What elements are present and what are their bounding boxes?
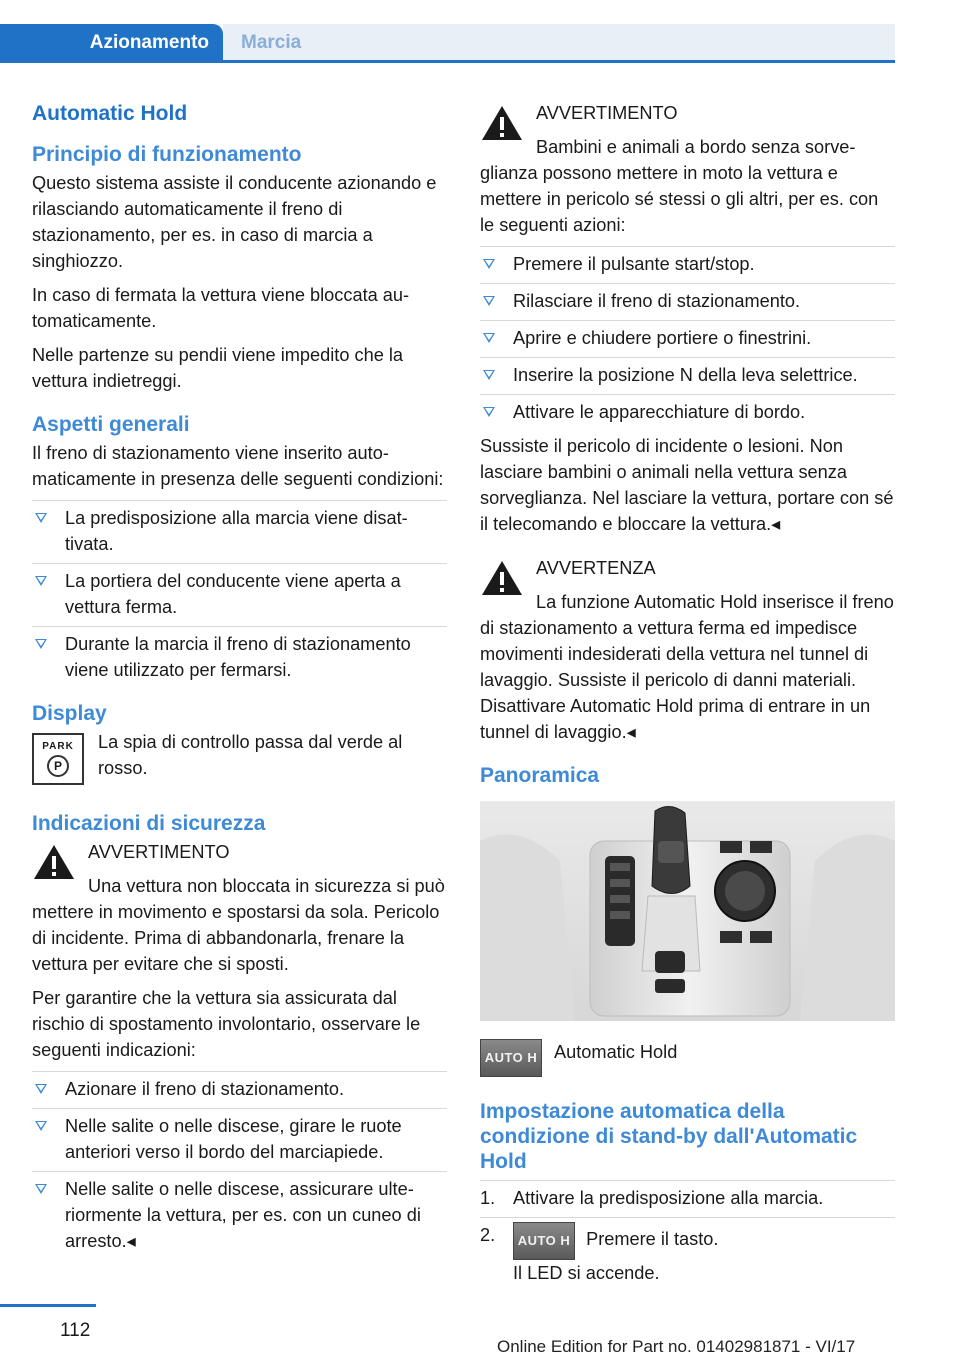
list-item: Azionare il freno di stazionamento.	[32, 1071, 447, 1102]
auto-hold-button-icon: AUTO H	[513, 1222, 575, 1260]
list-item: La portiera del conducente viene aperta a vettura ferma.	[32, 563, 447, 620]
list-item: Attivare le apparecchiature di bordo.	[480, 394, 895, 425]
warning-triangle-icon	[480, 104, 524, 142]
safety-list	[32, 1071, 447, 1254]
step-text: Attivare la predisposizione alla marcia.	[513, 1188, 824, 1208]
page-number: 112	[60, 1320, 91, 1341]
step-item	[480, 1217, 895, 1286]
center-console-photo	[480, 801, 895, 1021]
general-intro: Il freno di stazionamento viene inserito automaticamente in presenza delle seguenti condizioni:	[32, 443, 444, 489]
warning-text: Bambini e animali a bordo senza sorveglianza possono mettere in moto la vettura e mettere in pericolo sé stessi o gli altri, per es. con le seguenti azioni:	[480, 137, 879, 235]
principle-para-3: Nelle partenze su pendii viene impedito che la vettura indietreggi.	[32, 345, 404, 391]
tab-azionamento[interactable]: Azionamento	[0, 24, 223, 61]
list-item: Inserire la posizione N della leva selettrice.	[480, 357, 895, 388]
auto-hold-caption: Automatic Hold	[554, 1042, 678, 1062]
step-number: 2.	[480, 1225, 496, 1245]
display-heading: Display	[32, 702, 107, 725]
notice-label: AVVERTENZA	[536, 558, 656, 578]
list-item: La predisposizione alla marcia viene disattivata.	[32, 500, 447, 557]
overview-heading: Panoramica	[480, 764, 600, 787]
page-title: Automatic Hold	[32, 102, 188, 125]
auto-hold-legend	[480, 1039, 895, 1077]
warning-triangle-icon	[480, 559, 524, 597]
left-column	[32, 100, 447, 1262]
warning-block	[32, 839, 447, 977]
list-item: Durante la marcia il freno di stazionamento viene utilizzato per fermarsi.	[32, 626, 447, 683]
step-number: 1.	[480, 1188, 496, 1208]
warning-label: AVVERTIMENTO	[88, 842, 230, 862]
steps-list	[480, 1180, 895, 1286]
warning-triangle-icon	[32, 843, 76, 881]
warning-block	[480, 100, 895, 238]
principle-heading: Principio di funzionamento	[32, 143, 302, 166]
display-text: La spia di controllo passa dal verde al rosso.	[98, 732, 403, 778]
notice-text: La funzione Automatic Hold inserisce il freno di stazionamento a vettura ferma ed impedisce movimenti indesiderati della vettura nel tunnel di lavaggio. Sussiste il pericolo di danni materiali. Disattivare Automatic Hold prima di entrare in un tunnel di lavaggio.◂	[480, 592, 894, 742]
principle-para-1: Questo sistema assiste il conducente azionando e rilasciando automaticamente il freno di stazionamento, per es. in caso di marcia a singhiozzo.	[32, 173, 437, 271]
general-heading: Aspetti generali	[32, 413, 190, 436]
right-column	[480, 100, 895, 1292]
warning-text: Una vettura non bloccata in sicurezza si può mettere in movimento e spostarsi da sola. Pericolo di incidente. Prima di abbandonarla, frenare la vettura per evitare che si sposti.	[32, 876, 445, 974]
list-item: Aprire e chiudere portiere o finestrini.	[480, 320, 895, 351]
park-icon-label: PARK	[42, 741, 74, 752]
list-item: Nelle salite o nelle discese, girare le ruote anteriori verso il bordo del marciapiede.	[32, 1108, 447, 1165]
safety-heading: Indicazioni di sicurezza	[32, 812, 266, 835]
warning-label: AVVERTIMENTO	[536, 103, 678, 123]
auto-hold-button-icon: AUTO H	[480, 1039, 542, 1077]
notice-block	[480, 555, 895, 745]
list-item: Nelle salite o nelle discese, assicurare ulteriormente la vettura, per es. con un cuneo di arresto.◂	[32, 1171, 447, 1254]
list-item: Rilasciare il freno di stazionamento.	[480, 283, 895, 314]
standby-heading: Impostazione automatica della condizione di stand-by dall'Automatic Hold	[480, 1100, 858, 1173]
step-item	[480, 1180, 895, 1211]
step-text: Premere il tasto.	[586, 1229, 719, 1249]
park-icon-symbol: P	[47, 755, 69, 777]
list-item: Premere il pulsante start/stop.	[480, 246, 895, 277]
general-list	[32, 500, 447, 683]
step-result: Il LED si accende.	[513, 1263, 660, 1283]
principle-para-2: In caso di fermata la vettura viene bloccata automaticamente.	[32, 285, 410, 331]
header-rule	[0, 60, 895, 63]
tab-marcia[interactable]: Marcia	[223, 24, 895, 61]
safety-para: Per garantire che la vettura sia assicurata dal rischio di spostamento involontario, osservare le seguenti indicazioni:	[32, 988, 421, 1060]
footer-edition: Online Edition for Part no. 01402981871 - VI/17	[497, 1337, 856, 1356]
park-indicator-icon	[32, 733, 84, 785]
warning-list	[480, 246, 895, 425]
footer-rule	[0, 1304, 96, 1307]
warning-end: Sussiste il pericolo di incidente o lesioni. Non lasciare bambini o animali nella vettura senza sorveglianza. Nel lasciare la vettura, portare con sé il telecomando e bloccare la vettura.◂	[480, 436, 894, 534]
